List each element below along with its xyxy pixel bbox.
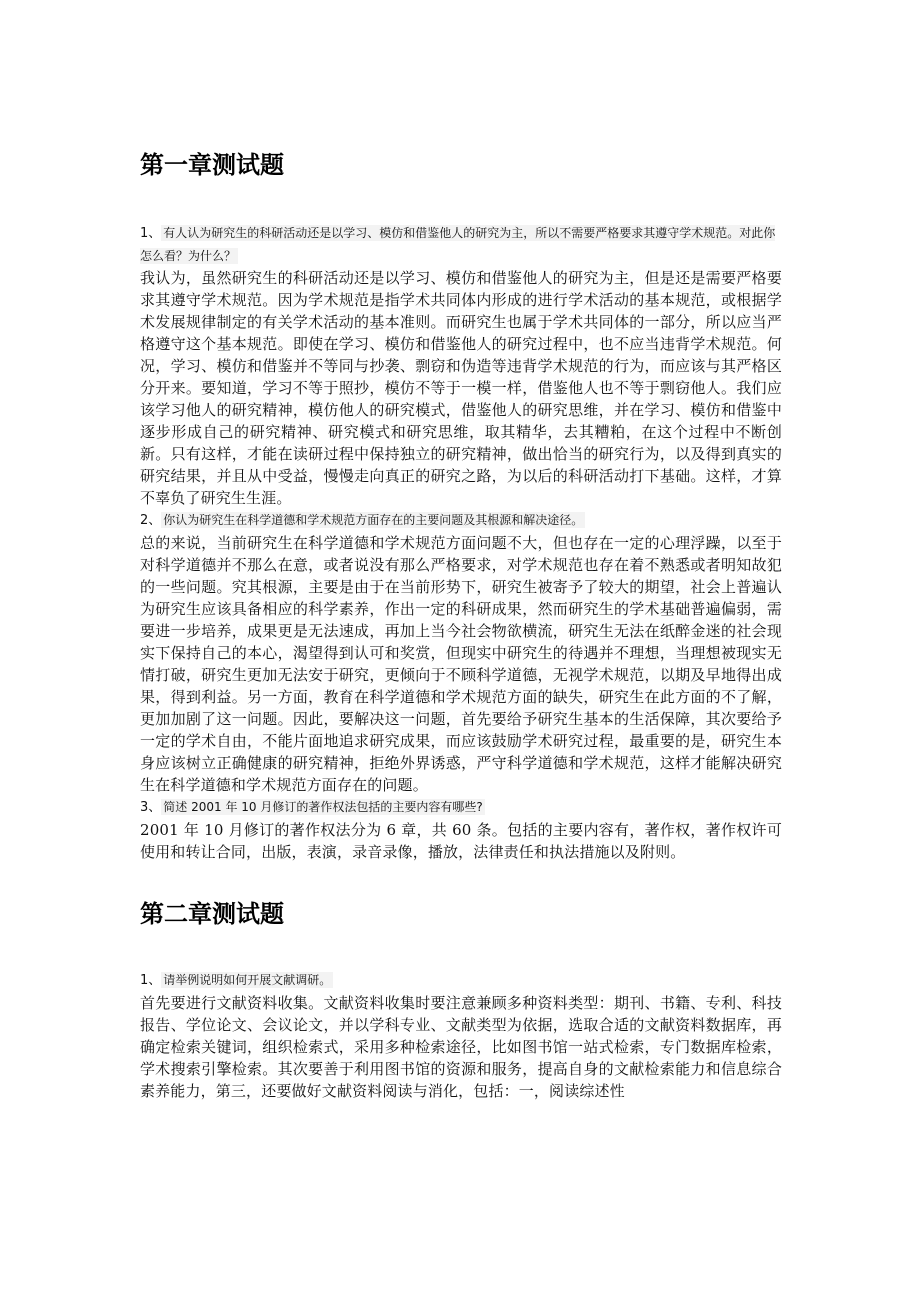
question-text: 简述 2001 年 10 月修订的著作权法包括的主要内容有哪些? (163, 800, 483, 814)
question-1 (140, 222, 782, 267)
chapter-2-title: 第二章测试题 (140, 900, 284, 928)
question-number: 3、 (140, 800, 162, 815)
question-text: 有人认为研究生的科研活动还是以学习、模仿和借鉴他人的研究为主，所以不需要严格要求其遵守学术规范。对此你怎么看？为什么？ (140, 226, 776, 263)
answer-3: 2001 年 10 月修订的著作权法分为 6 章，共 60 条。包括的主要内容有，著作权，著作权许可使用和转让合同，出版，表演，录音录像，播放，法律责任和执法措施以及附则。 (140, 821, 782, 861)
answer-2: 总的来说，当前研究生在科学道德和学术规范方面问题不大，但也存在一定的心理浮躁，以至于对科学道德并不那么在意，或者说没有那么严格要求，对学术规范也存在着不熟悉或者明知故犯的一些问题。究其根源，主要是由于在当前形势下，研究生被寄予了较大的期望，社会上普遍认为研究生应该具备相应的科学素养，作出一定的科研成果，然而研究生的学术基础普遍偏弱，需要进一步培养，成果更是无法速成，再加上当今社会物欲横流，研究生无法在纸醉金迷的社会现实下保持自己的本心，渴望得到认可和奖赏，但现实中研究生的待遇并不理想，当理想被现实无情打破，研究生更加无法安于研究，更倾向于不顾科学道德，无视学术规范，以期及早地得出成果，得到利益。另一方面，教育在科学道德和学术规范方面的缺失，研究生在此方面的不了解，更加加剧了这一问题。因此，要解决这一问题，首先要给予研究生基本的生活保障，其次要给予一定的学术自由，不能片面地追求研究成果，而应该鼓励学术研究过程，最重要的是，研究生本身应该树立正确健康的研究精神，拒绝外界诱惑，严守科学道德和学术规范，这样才能解决研究生在科学道德和学术规范方面存在的问题。 (140, 534, 782, 794)
question-number: 1、 (140, 973, 162, 988)
answer-4: 首先要进行文献资料收集。文献资料收集时要注意兼顾多种资料类型：期刊、书籍、专利、科技报告、学位论文、会议论文，并以学科专业、文献类型为依据，选取合适的文献资料数据库，再确定检索关键词，组织检索式，采用多种检索途径，比如图书馆一站式检索，专门数据库检索，学术搜索引擎检索。其次要善于利用图书馆的资源和服务，提高自身的文献检索能力和信息综合素养能力，第三，还要做好文献资料阅读与消化，包括：一，阅读综述性 (140, 994, 782, 1100)
question-3 (140, 796, 782, 819)
question-2 (140, 509, 782, 532)
question-text: 你认为研究生在科学道德和学术规范方面存在的主要问题及其根源和解决途径。 (163, 513, 584, 527)
question-number: 1、 (140, 226, 162, 241)
chapter-1-title: 第一章测试题 (140, 151, 284, 179)
question-number: 2、 (140, 513, 162, 528)
answer-1: 我认为，虽然研究生的科研活动还是以学习、模仿和借鉴他人的研究为主，但是还是需要严格要求其遵守学术规范。因为学术规范是指学术共同体内形成的进行学术活动的基本规范，或根据学术发展规律制定的有关学术活动的基本准则。而研究生也属于学术共同体的一部分，所以应当严格遵守这个基本规范。即使在学习、模仿和借鉴他人的研究过程中，也不应当违背学术规范。何况，学习、模仿和借鉴并不等同与抄袭、剽窃和伪造等违背学术规范的行为，而应该与其严格区分开来。要知道，学习不等于照抄，模仿不等于一模一样，借鉴他人也不等于剽窃他人。我们应该学习他人的研究精神，模仿他人的研究模式，借鉴他人的研究思维，并在学习、模仿和借鉴中逐步形成自己的研究精神、研究模式和研究思维，取其精华，去其糟粕，在这个过程中不断创新。只有这样，才能在读研过程中保持独立的研究精神，做出恰当的研究行为，以及得到真实的研究结果，并且从中受益，慢慢走向真正的研究之路，为以后的科研活动打下基础。这样，才算不辜负了研究生生涯。 (140, 269, 782, 507)
question-text: 请举例说明如何开展文献调研。 (163, 973, 332, 987)
question-4 (140, 969, 782, 992)
